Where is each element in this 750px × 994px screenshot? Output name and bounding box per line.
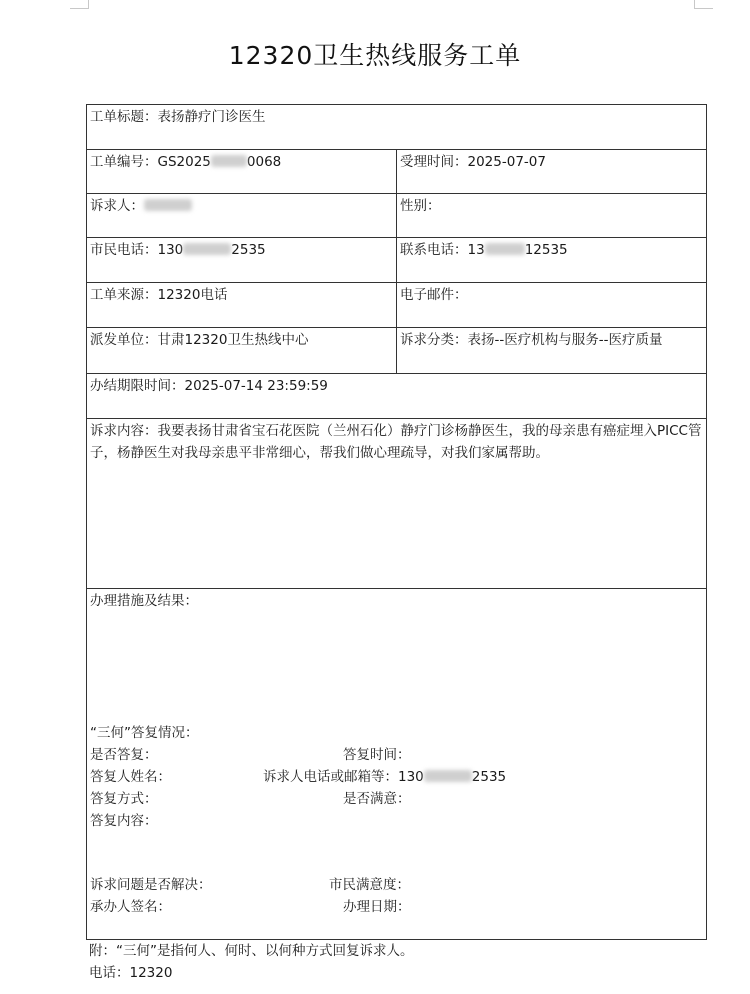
gender-label: 性别： — [400, 198, 441, 214]
page-corner-mark — [70, 0, 89, 9]
deadline-value: 2025-07-14 23:59:59 — [184, 378, 328, 394]
handler-sign-label: 承办人签名： — [90, 899, 171, 915]
replier-name-label: 答复人姓名： — [90, 769, 171, 785]
redaction-mask — [485, 243, 525, 255]
citizen-phone-prefix: 130 — [157, 242, 184, 258]
replied-label: 是否答复： — [90, 747, 158, 763]
redaction-mask — [211, 155, 247, 167]
reply-content-label: 答复内容： — [90, 813, 158, 829]
contact-phone-suffix: 12535 — [524, 242, 568, 258]
contact-line — [263, 766, 506, 788]
contact-phone-prefix: 13 — [467, 242, 485, 258]
redaction-mask — [183, 243, 231, 255]
contact-suffix: 2535 — [471, 769, 507, 785]
content-label: 诉求内容： — [90, 423, 158, 439]
category-value: 表扬--医疗机构与服务--医疗质量 — [467, 332, 663, 348]
contact-phone-cell — [397, 238, 707, 283]
handling-cell — [87, 589, 707, 940]
order-title-label: 工单标题： — [90, 109, 158, 125]
satisfied-label: 是否满意： — [343, 791, 411, 807]
accepted-time-value: 2025-07-07 — [467, 154, 546, 170]
footnote: 附：“三何”是指何人、何时、以何种方式回复诉求人。 — [89, 943, 414, 959]
page-corner-mark — [694, 0, 713, 9]
gender-cell — [397, 194, 707, 238]
order-title-value: 表扬静疗门诊医生 — [157, 109, 266, 125]
citizen-phone-label: 市民电话： — [90, 242, 158, 258]
order-number-cell — [87, 150, 397, 194]
method-label: 答复方式： — [90, 791, 158, 807]
order-number-label: 工单编号： — [90, 154, 158, 170]
order-title-cell — [87, 105, 707, 150]
resolved-label: 诉求问题是否解决： — [90, 877, 212, 893]
citizen-phone-cell — [87, 238, 397, 283]
category-cell — [397, 328, 707, 374]
contact-prefix: 130 — [398, 769, 424, 785]
work-order-table — [86, 104, 707, 940]
order-number-suffix: 0068 — [246, 154, 282, 170]
dispatch-unit-label: 派发单位： — [90, 332, 158, 348]
email-label: 电子邮件： — [400, 287, 468, 303]
handle-date-label: 办理日期： — [343, 899, 411, 915]
hotline-phone: 电话：12320 — [89, 965, 173, 981]
source-cell — [87, 283, 397, 328]
accepted-time-cell — [397, 150, 707, 194]
content-value: 我要表扬甘肃省宝石花医院（兰州石化）静疗门诊杨静医生，我的母亲患有癌症埋入PICC管子，杨静医生对我母亲患平非常细心，帮我们做心理疏导，对我们家属帮助。 — [90, 423, 702, 461]
source-label: 工单来源： — [90, 287, 158, 303]
deadline-cell — [87, 374, 707, 419]
category-label: 诉求分类： — [400, 332, 468, 348]
page-title: 12320卫生热线服务工单 — [228, 41, 522, 70]
dispatch-unit-cell — [87, 328, 397, 374]
reply-time-label: 答复时间： — [343, 747, 411, 763]
complainant-label: 诉求人： — [90, 198, 144, 214]
accepted-time-label: 受理时间： — [400, 154, 468, 170]
complainant-cell — [87, 194, 397, 238]
dispatch-unit-value: 甘肃12320卫生热线中心 — [157, 332, 309, 348]
reply-heading: “三何”答复情况： — [90, 725, 199, 741]
redaction-mask — [424, 770, 472, 782]
order-number-prefix: GS2025 — [157, 154, 211, 170]
contact-phone-label: 联系电话： — [400, 242, 468, 258]
content-cell — [87, 419, 707, 589]
handling-label: 办理措施及结果： — [90, 593, 198, 609]
email-cell — [397, 283, 707, 328]
redaction-mask — [144, 199, 192, 211]
source-value: 12320电话 — [157, 287, 228, 303]
contact-label: 诉求人电话或邮箱等： — [263, 769, 398, 785]
citizen-phone-suffix: 2535 — [231, 242, 266, 258]
deadline-label: 办结期限时间： — [90, 378, 185, 394]
satisfaction-label: 市民满意度： — [329, 877, 410, 893]
